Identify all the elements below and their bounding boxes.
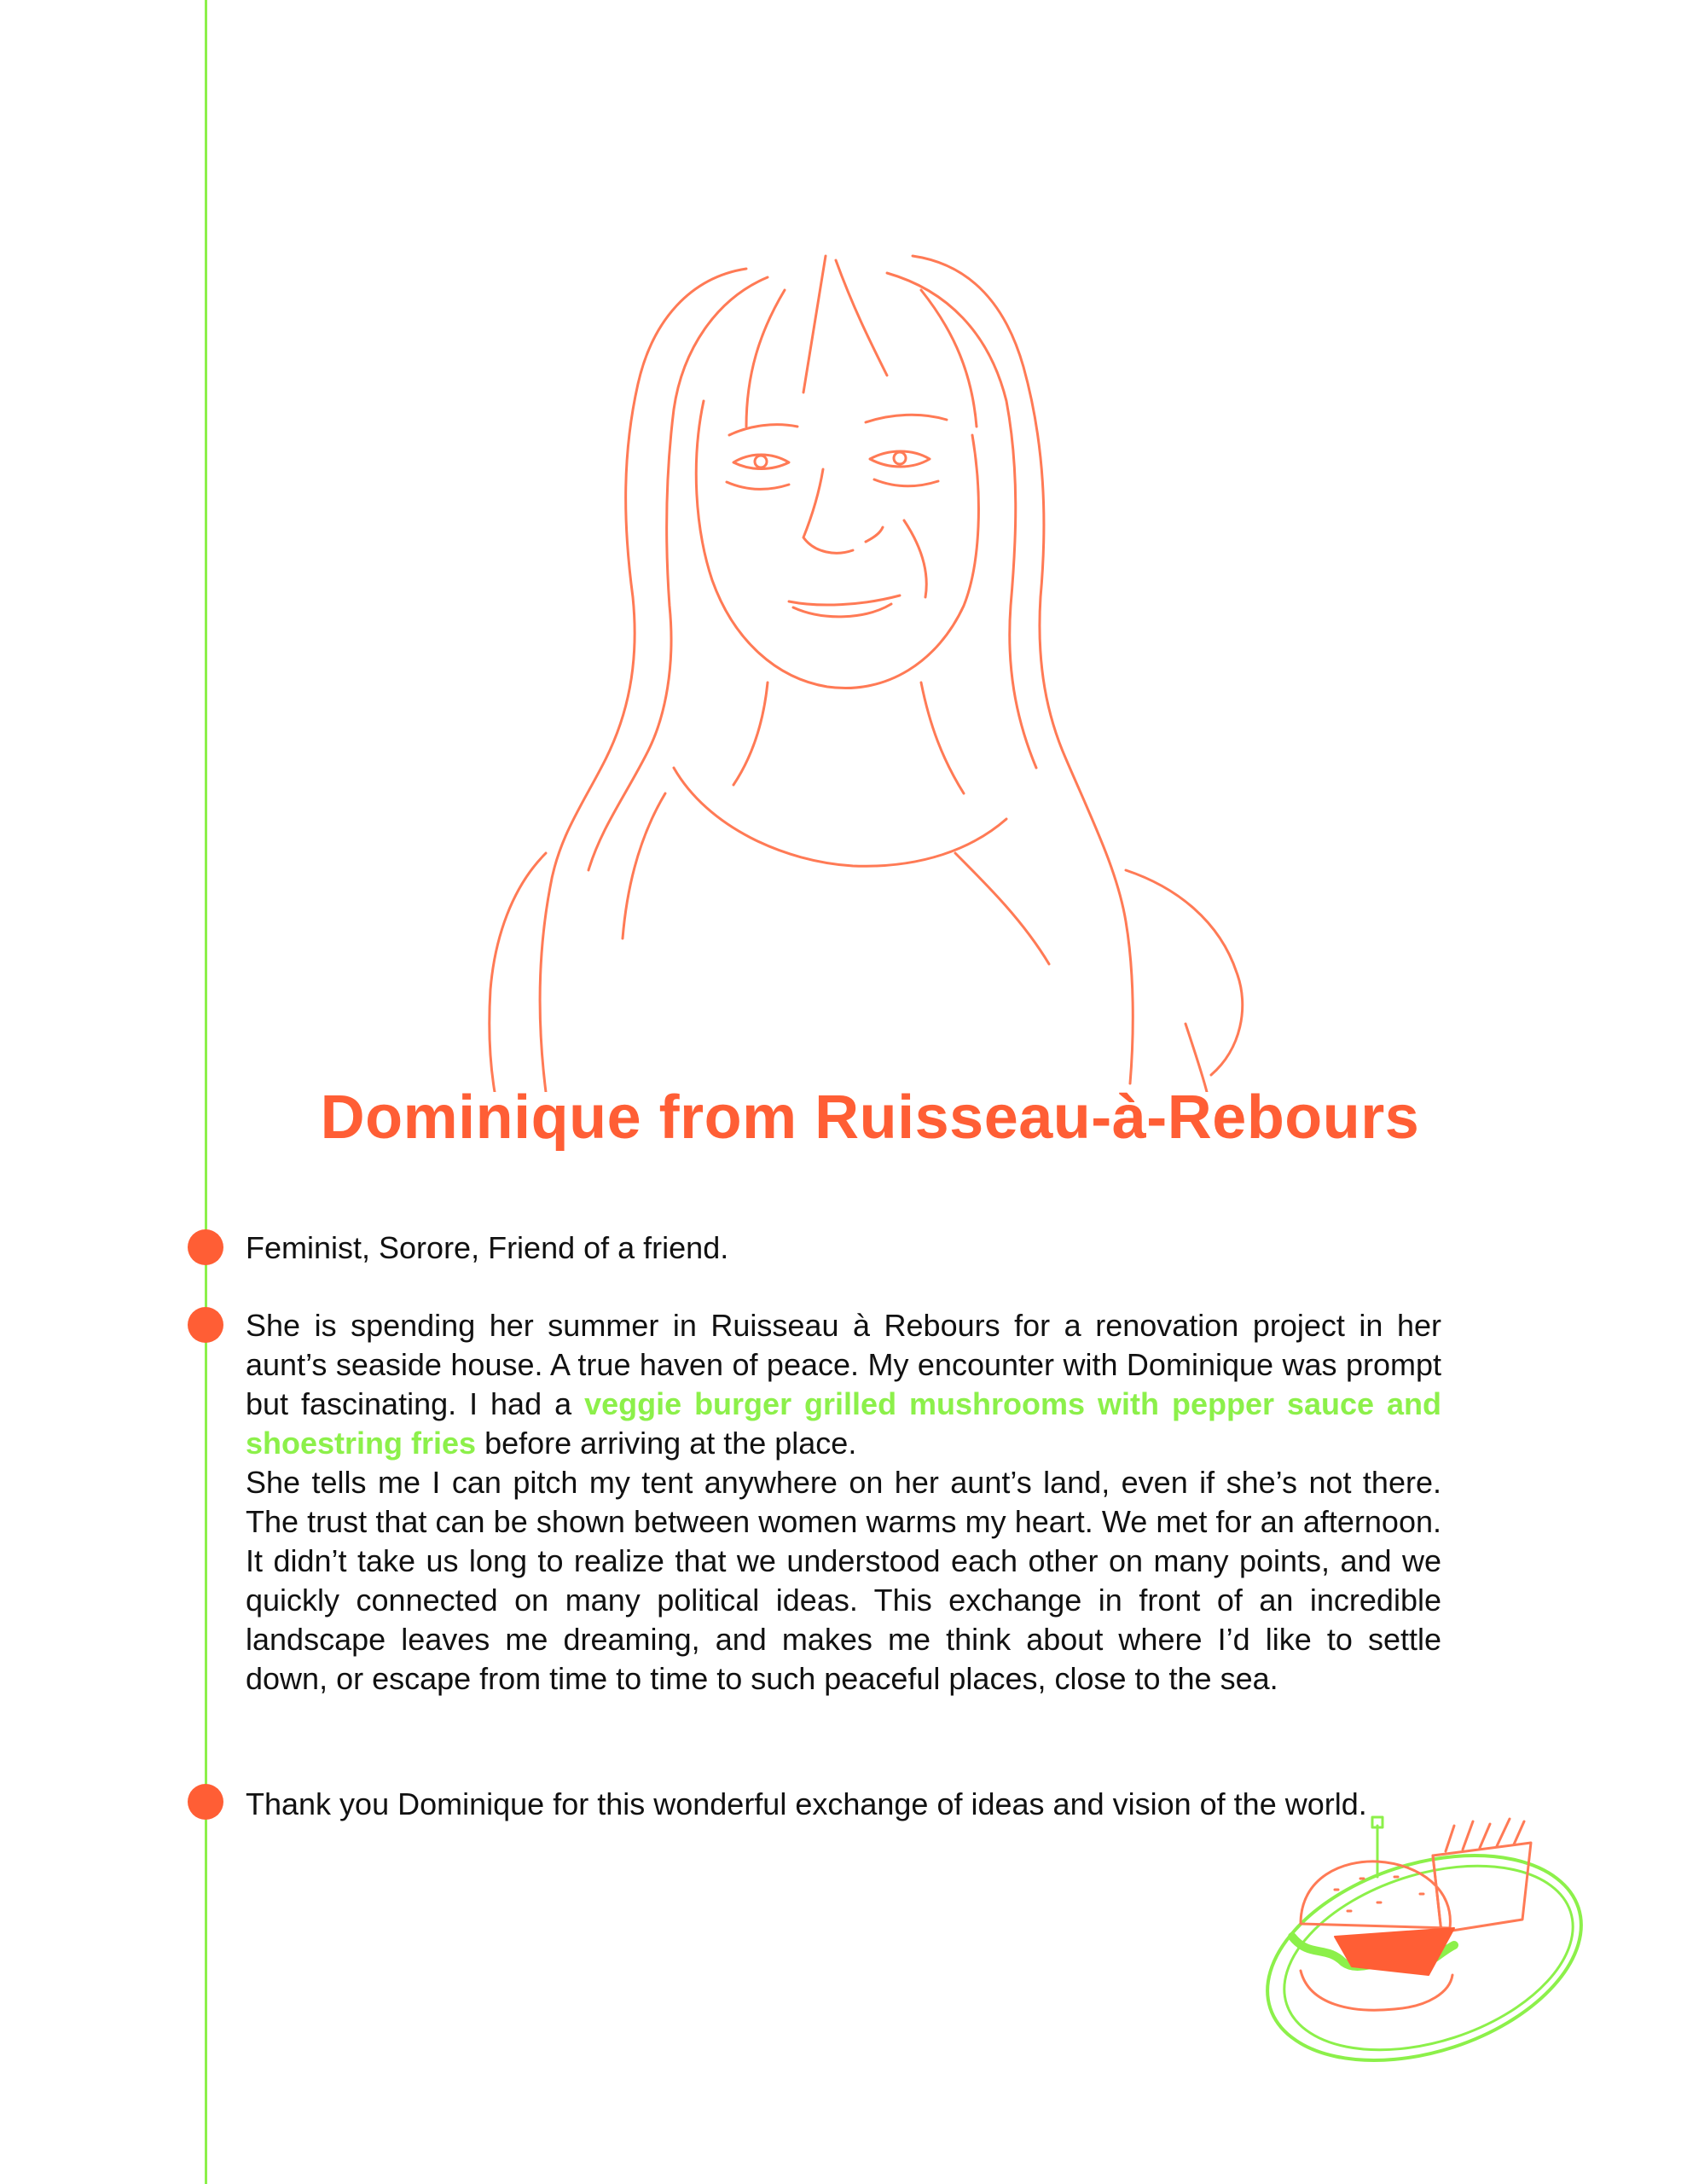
margin-line bbox=[205, 0, 207, 2184]
story-text-second: She tells me I can pitch my tent anywhere on her aunt’s land, even if she’s not there. The trust that can be shown between women warms my heart. We met for an afternoon. It didn’t take us long to realize that we understood each other on many points, and we quickly connected on many political ideas. This exchange in front of an incredible landscape leaves me dreaming, and makes me think about where I’d like to settle down, or escape from time to time to such peaceful places, close to the sea. bbox=[246, 1465, 1441, 1696]
burger-drawing bbox=[1249, 1809, 1591, 2065]
story-text-start: She is spending her summer in Ruisseau à Rebours for a renovation project in her aunt’s seaside house. A true haven of peace. My encounter with Dominique was prompt but fascinating. I had a bbox=[246, 1308, 1441, 1421]
portrait-drawing bbox=[409, 239, 1279, 1092]
bullet-dot bbox=[188, 1307, 223, 1343]
intro-paragraph: Feminist, Sorore, Friend of a friend. bbox=[246, 1230, 729, 1265]
bullet-dot bbox=[188, 1784, 223, 1820]
page-title: Dominique from Ruisseau-à-Rebours bbox=[320, 1083, 1420, 1152]
bullet-dot bbox=[188, 1229, 223, 1265]
story-paragraph bbox=[246, 1306, 1441, 1699]
meal-highlight: veggie burger grilled mushrooms with pepper sauce and shoestring fries bbox=[246, 1386, 1441, 1461]
thanks-paragraph: Thank you Dominique for this wonderful exchange of ideas and vision of the world. bbox=[246, 1786, 1367, 1821]
story-text-end: before arriving at the place. bbox=[476, 1426, 857, 1461]
